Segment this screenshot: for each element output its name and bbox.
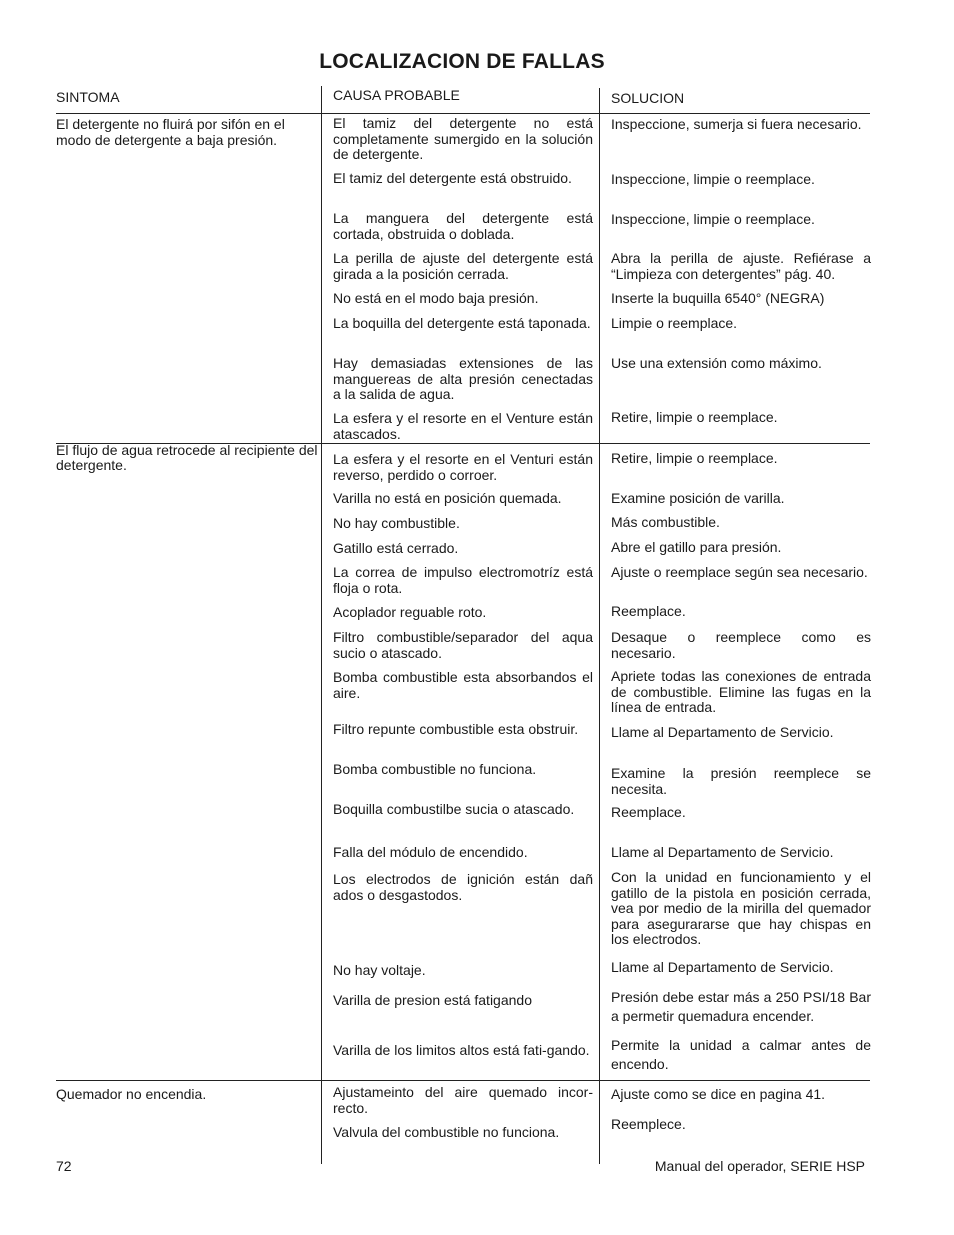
solution-cell: Apriete todas las conexiones de entrada de combustible. Elimine las fugas en la línea de entrada. [611, 668, 871, 715]
cause-cell: La boquilla del detergente está taponada. [333, 315, 591, 331]
solution-cell: Permite la unidad a calmar antes de encendo. [611, 1037, 871, 1072]
header-rule [56, 113, 870, 114]
column-divider-left [321, 86, 322, 1164]
header-cause: CAUSA PROBABLE [333, 87, 460, 103]
cause-cell: Bomba combustible esta absorbandos el aire. [333, 669, 593, 701]
solution-cell: Examine la presión reemplece se necesita. [611, 765, 871, 797]
cause-cell: Filtro combustible/separador del aqua sucio o atascado. [333, 629, 593, 661]
solution-cell: Con la unidad en funcionamiento y el gatillo de la pistola en posición cerrada, vea por medio de la mirilla del quemador para asegurararse que hay chispas en los electrodos. [611, 869, 871, 947]
cause-cell: Varilla de presion está fatigando [333, 992, 532, 1008]
column-divider-right [599, 88, 600, 1164]
cause-cell: Varilla no está en posición quemada. [333, 490, 562, 506]
solution-cell: Presión debe estar más a 250 PSI/18 Bar a permetir quemadura encender. [611, 989, 871, 1024]
solution-cell: Reemplace. [611, 804, 686, 820]
solution-cell: Reemplece. [611, 1116, 686, 1132]
cause-cell: El tamiz del detergente está obstruido. [333, 170, 572, 186]
solution-cell: Retire, limpie o reemplace. [611, 409, 778, 425]
cause-cell: Ajustameinto del aire quemado incor-recto. [333, 1084, 593, 1116]
solution-cell: Abre el gatillo para presión. [611, 539, 782, 555]
manual-title: Manual del operador, SERIE HSP [654, 1158, 865, 1174]
cause-cell: Valvula del combustible no funciona. [333, 1124, 560, 1140]
cause-cell: No hay voltaje. [333, 962, 426, 978]
cause-cell: Falla del módulo de encendido. [333, 844, 528, 860]
header-symptom: SINTOMA [56, 89, 120, 105]
solution-cell: Reemplace. [611, 603, 686, 619]
solution-cell: Ajuste como se dice en pagina 41. [611, 1086, 826, 1102]
page-number: 72 [56, 1158, 72, 1174]
solution-cell: Inserte la buquilla 6540° (NEGRA) [611, 290, 825, 306]
solution-cell: Más combustible. [611, 514, 720, 530]
cause-cell: Bomba combustible no funciona. [333, 761, 537, 777]
cause-cell: No hay combustible. [333, 515, 460, 531]
cause-cell: La esfera y el resorte en el Venturi están reverso, perdido o corroer. [333, 451, 593, 483]
solution-cell: Llame al Departamento de Servicio. [611, 844, 834, 860]
solution-cell: Llame al Departamento de Servicio. [611, 959, 834, 975]
cause-cell: La perilla de ajuste del detergente está girada a la posición cerrada. [333, 250, 593, 282]
solution-cell: Desaque o reemplece como es necesario. [611, 629, 871, 661]
cause-cell: El tamiz del detergente no está completamente sumergido en la solución de detergente. [333, 115, 593, 162]
solution-cell: Llame al Departamento de Servicio. [611, 724, 834, 740]
row-divider [56, 1080, 870, 1081]
cause-cell: La manguera del detergente está cortada, obstruida o doblada. [333, 210, 593, 242]
solution-cell: Examine posición de varilla. [611, 490, 785, 506]
symptom-cell: El detergente no fluirá por sifón en el modo de detergente a baja presión. [56, 116, 285, 148]
cause-cell: No está en el modo baja presión. [333, 290, 539, 306]
solution-cell: Abra la perilla de ajuste. Refiérase a “Limpieza con detergentes” pág. 40. [611, 250, 871, 282]
cause-cell: Filtro repunte combustible esta obstruir. [333, 721, 579, 737]
solution-cell: Use una extensión como máximo. [611, 355, 822, 371]
page-title: LOCALIZACION DE FALLAS [319, 50, 605, 73]
symptom-cell: El flujo de agua retrocede al recipiente del detergente. [56, 442, 318, 473]
solution-cell: Ajuste o reemplace según sea necesario. [611, 564, 868, 580]
cause-cell: Acoplador reguable roto. [333, 604, 487, 620]
cause-cell: Varilla de los limitos altos está fati-gando. [333, 1042, 590, 1058]
cause-cell: Hay demasiadas extensiones de las manguereas de alta presión cenectadas a la salida de agua. [333, 355, 593, 402]
symptom-cell: Quemador no encendia. [56, 1086, 207, 1102]
cause-cell: La esfera y el resorte en el Venture están atascados. [333, 410, 593, 442]
cause-cell: La correa de impulso electromotríz está floja o rota. [333, 564, 593, 596]
solution-cell: Inspeccione, limpie o reemplace. [611, 211, 815, 227]
cause-cell: Boquilla combustilbe sucia o atascado. [333, 801, 575, 817]
cause-cell: Los electrodos de ignición están dañ ados o desgastodos. [333, 871, 593, 903]
cause-cell: Gatillo está cerrado. [333, 540, 459, 556]
solution-cell: Limpie o reemplace. [611, 315, 738, 331]
solution-cell: Retire, limpie o reemplace. [611, 450, 778, 466]
header-solution: SOLUCION [611, 90, 685, 106]
solution-cell: Inspeccione, limpie o reemplace. [611, 171, 815, 187]
solution-cell: Inspeccione, sumerja si fuera necesario. [611, 116, 862, 132]
